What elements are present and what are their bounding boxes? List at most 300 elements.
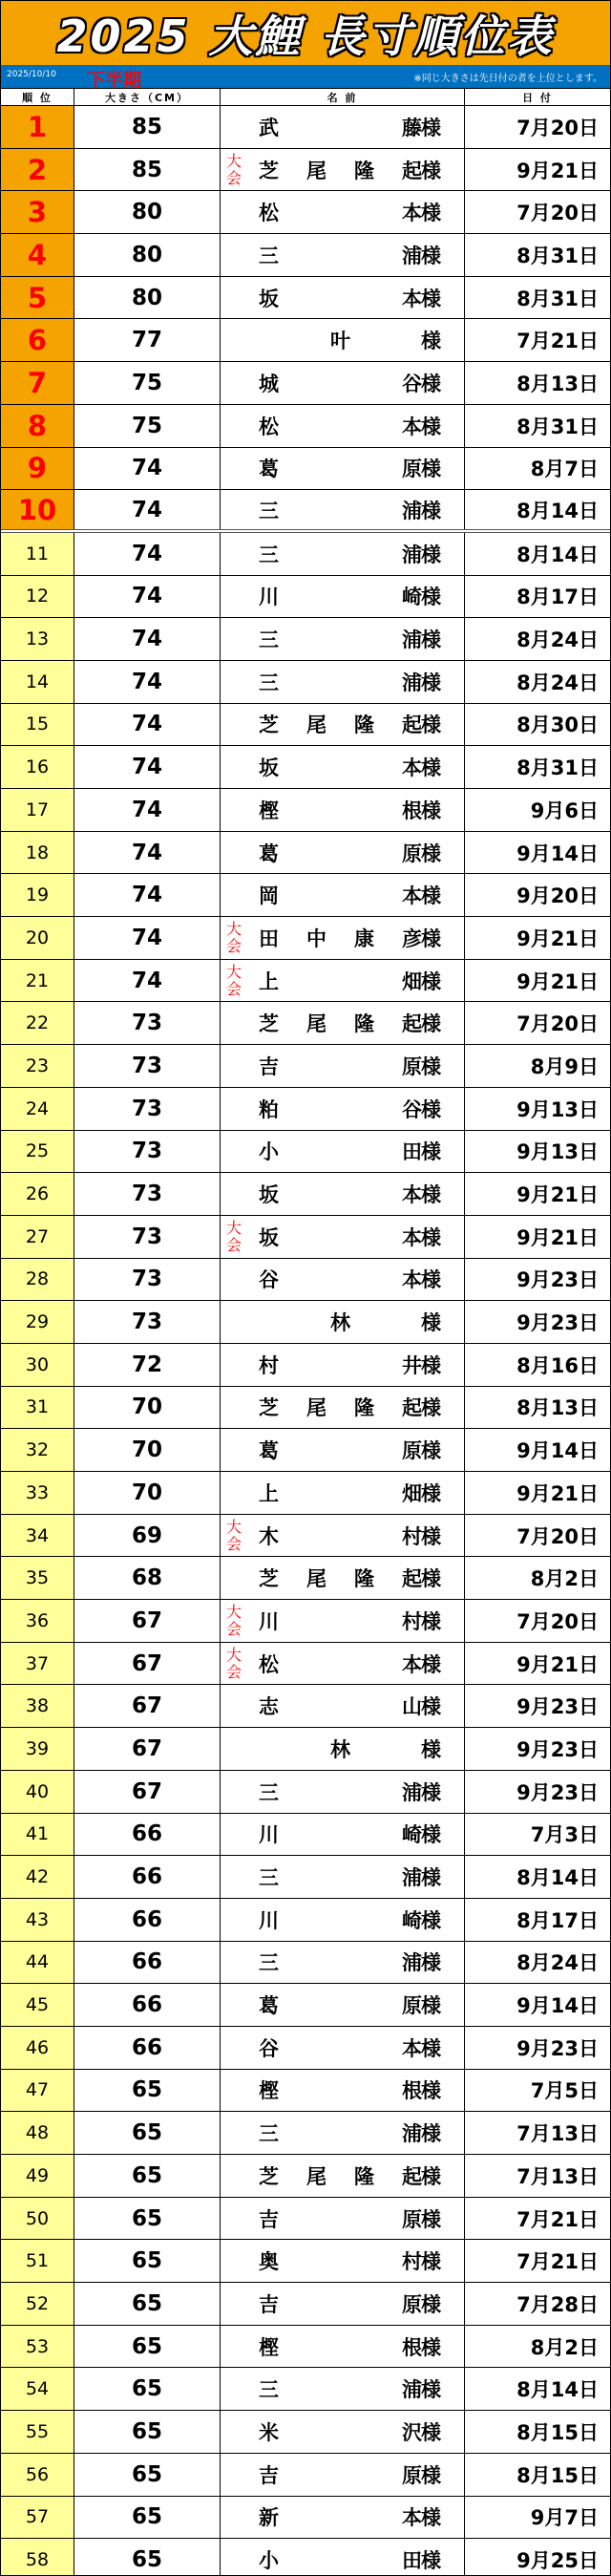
- angler-name: 三 浦: [259, 2122, 422, 2146]
- rank-cell: 24: [1, 1088, 74, 1130]
- rank-cell: 52: [1, 2283, 74, 2325]
- period-label: 下半期: [87, 70, 142, 91]
- date-cell: 9月21日: [516, 1183, 599, 1207]
- honorific: 様: [421, 884, 441, 908]
- tournament-badge: 大会: [225, 1645, 242, 1681]
- honorific: 様: [421, 1012, 441, 1036]
- honorific: 様: [421, 585, 441, 609]
- date-cell: 9月21日: [516, 1225, 599, 1249]
- size-cell: 66: [74, 1942, 221, 1984]
- table-row: [1, 149, 610, 192]
- table-row: [1, 1814, 610, 1857]
- title-banner: [1, 1, 610, 65]
- date-cell: 9月23日: [516, 1695, 599, 1719]
- table-row: [1, 2497, 610, 2540]
- rank-cell: 22: [1, 1002, 74, 1044]
- rank-cell: 58: [1, 2539, 74, 2576]
- rank-header: 順 位: [1, 89, 74, 105]
- size-cell: 67: [74, 1643, 221, 1685]
- name-cell: [221, 1002, 465, 1044]
- table-row: [1, 1472, 610, 1515]
- table-row: [1, 1771, 610, 1814]
- table-row: [1, 1643, 610, 1686]
- size-cell: 73: [74, 1216, 221, 1258]
- table-row: [1, 2198, 610, 2241]
- date-cell: 9月23日: [516, 1311, 599, 1335]
- name-cell: [221, 2240, 465, 2282]
- size-cell: 73: [74, 1045, 221, 1087]
- rank-cell: 21: [1, 960, 74, 1002]
- rank-cell: 35: [1, 1557, 74, 1599]
- honorific: 様: [421, 1225, 441, 1249]
- angler-name: 谷 本: [259, 1268, 422, 1292]
- angler-name: 樫 根: [259, 2335, 422, 2359]
- table-row: [1, 2027, 610, 2070]
- angler-name: 三 浦: [259, 499, 422, 522]
- name-cell: [221, 1984, 465, 2026]
- date-cell: 8月16日: [516, 1353, 599, 1377]
- table-row: [1, 2283, 610, 2326]
- name-cell: [221, 1557, 465, 1599]
- rank-cell: 10: [1, 490, 74, 529]
- honorific: 様: [421, 2164, 441, 2188]
- date-cell: 8月15日: [516, 2463, 599, 2487]
- rank-cell: 19: [1, 874, 74, 916]
- size-cell: 73: [74, 1131, 221, 1173]
- honorific: 様: [421, 2207, 441, 2231]
- date-cell: 9月14日: [516, 841, 599, 865]
- name-cell: [221, 789, 465, 831]
- honorific: 様: [421, 1567, 441, 1591]
- table-row: [1, 1002, 610, 1045]
- angler-name: 上 畑: [259, 969, 422, 993]
- date-cell: 9月14日: [516, 1439, 599, 1463]
- table-row: [1, 1899, 610, 1942]
- name-cell: [221, 106, 465, 148]
- table-row: [1, 832, 610, 875]
- size-cell: 74: [74, 704, 221, 746]
- rank-cell: 37: [1, 1643, 74, 1685]
- name-cell: [221, 618, 465, 660]
- table-row: [1, 1856, 610, 1899]
- honorific: 様: [421, 1780, 441, 1804]
- date-cell: 9月13日: [516, 1140, 599, 1164]
- honorific: 様: [421, 244, 441, 267]
- date-cell: 8月14日: [516, 499, 599, 522]
- name-cell: [221, 874, 465, 916]
- rank-cell: 14: [1, 661, 74, 703]
- honorific: 様: [421, 287, 441, 310]
- page-title: 2025 大鯉 長寸順位表: [56, 10, 555, 62]
- angler-name: 志 山: [259, 1695, 422, 1719]
- name-cell: [221, 1515, 465, 1557]
- size-cell: 67: [74, 1685, 221, 1727]
- date-cell: 8月2日: [530, 2335, 599, 2359]
- date-cell: 7月5日: [530, 2079, 599, 2103]
- honorific: 様: [421, 372, 441, 395]
- table-row: [1, 661, 610, 704]
- rank-cell: 4: [1, 234, 74, 276]
- date-cell: 8月31日: [516, 415, 599, 438]
- date-cell: 7月21日: [516, 2250, 599, 2274]
- angler-name: 川 崎: [259, 1908, 422, 1932]
- rank-cell: 7: [1, 362, 74, 404]
- info-bar: [1, 65, 610, 91]
- size-cell: 68: [74, 1557, 221, 1599]
- tournament-badge: 大会: [225, 962, 242, 998]
- rank-cell: 11: [1, 533, 74, 575]
- table-row: [1, 1685, 610, 1728]
- angler-name: 城 谷: [259, 372, 422, 395]
- rank-cell: 28: [1, 1259, 74, 1301]
- angler-name: 三 浦: [259, 244, 422, 267]
- size-cell: 85: [74, 106, 221, 148]
- table-row: [1, 490, 610, 533]
- size-cell: 74: [74, 746, 221, 788]
- angler-name: 三 浦: [259, 1780, 422, 1804]
- name-cell: [221, 2539, 465, 2576]
- rank-cell: 23: [1, 1045, 74, 1087]
- rank-cell: 20: [1, 917, 74, 959]
- name-cell: [221, 1259, 465, 1301]
- honorific: 様: [421, 1097, 441, 1121]
- date-cell: 7月28日: [516, 2292, 599, 2316]
- date-cell: 8月2日: [530, 1567, 599, 1591]
- size-cell: 65: [74, 2368, 221, 2410]
- size-cell: 77: [74, 319, 221, 361]
- angler-name: 岡 本: [259, 884, 422, 908]
- honorific: 様: [421, 969, 441, 993]
- date-cell: 7月13日: [516, 2164, 599, 2188]
- rank-cell: 49: [1, 2155, 74, 2197]
- angler-name: 坂 本: [259, 1225, 422, 1249]
- rank-cell: 45: [1, 1984, 74, 2026]
- angler-name: 村 井: [259, 1353, 422, 1377]
- rank-cell: 29: [1, 1301, 74, 1343]
- honorific: 様: [421, 2463, 441, 2487]
- date-cell: 9月25日: [516, 2549, 599, 2573]
- size-cell: 74: [74, 490, 221, 529]
- rank-cell: 46: [1, 2027, 74, 2069]
- honorific: 様: [421, 1908, 441, 1932]
- name-cell: [221, 1814, 465, 1856]
- honorific: 様: [421, 1481, 441, 1505]
- table-row: [1, 191, 610, 234]
- name-cell: [221, 1088, 465, 1130]
- table-row: [1, 2539, 610, 2576]
- table-row: [1, 1600, 610, 1643]
- tournament-badge: 大会: [225, 1517, 242, 1553]
- size-cell: 66: [74, 1984, 221, 2026]
- table-row: [1, 1344, 610, 1387]
- date-cell: 7月20日: [516, 116, 599, 139]
- angler-name: 芝 尾 隆 起: [259, 713, 422, 737]
- rank-cell: 9: [1, 448, 74, 490]
- honorific: 様: [421, 628, 441, 652]
- size-cell: 67: [74, 1728, 221, 1770]
- table-row: [1, 576, 610, 619]
- rank-cell: 30: [1, 1344, 74, 1386]
- date-cell: 9月23日: [516, 2036, 599, 2060]
- name-cell: [221, 1600, 465, 1642]
- size-cell: 74: [74, 874, 221, 916]
- rank-cell: 34: [1, 1515, 74, 1557]
- name-cell: [221, 234, 465, 276]
- name-cell: [221, 2454, 465, 2496]
- size-cell: 69: [74, 1515, 221, 1557]
- honorific: 様: [421, 1994, 441, 2018]
- honorific: 様: [421, 330, 441, 353]
- table-row: [1, 405, 610, 448]
- name-cell: [221, 2368, 465, 2410]
- name-cell: [221, 149, 465, 191]
- rank-cell: 39: [1, 1728, 74, 1770]
- size-cell: 73: [74, 1173, 221, 1215]
- angler-name: 米 沢: [259, 2420, 422, 2444]
- date-cell: 8月24日: [516, 1951, 599, 1975]
- honorific: 様: [421, 841, 441, 865]
- date-cell: 8月17日: [516, 1908, 599, 1932]
- size-cell: 67: [74, 1600, 221, 1642]
- table-row: [1, 1216, 610, 1259]
- name-cell: [221, 1643, 465, 1685]
- table-row: [1, 1557, 610, 1600]
- name-cell: [221, 1216, 465, 1258]
- table-row: [1, 1387, 610, 1430]
- honorific: 様: [421, 1866, 441, 1890]
- angler-name: 樫 根: [259, 798, 422, 822]
- rank-cell: 38: [1, 1685, 74, 1727]
- name-cell: [221, 1045, 465, 1087]
- rank-cell: 27: [1, 1216, 74, 1258]
- date-cell: 8月17日: [516, 585, 599, 609]
- honorific: 様: [421, 415, 441, 438]
- date-cell: 8月14日: [516, 2378, 599, 2402]
- table-row: [1, 2326, 610, 2369]
- date-cell: 9月14日: [516, 1994, 599, 2018]
- table-row: [1, 277, 610, 320]
- date-cell: 9月6日: [530, 798, 599, 822]
- honorific: 様: [421, 2506, 441, 2530]
- rank-cell: 5: [1, 277, 74, 319]
- name-cell: [221, 1301, 465, 1343]
- name-cell: [221, 2411, 465, 2453]
- honorific: 様: [421, 116, 441, 139]
- angler-name: 三 浦: [259, 671, 422, 694]
- honorific: 様: [421, 1524, 441, 1548]
- table-row: [1, 2454, 610, 2497]
- date-cell: 8月14日: [516, 1866, 599, 1890]
- table-row: [1, 960, 610, 1003]
- angler-name: 武 藤: [259, 116, 422, 139]
- name-cell: [221, 2497, 465, 2539]
- table-row: [1, 1515, 610, 1558]
- angler-name: 叶: [330, 330, 350, 353]
- rank-cell: 43: [1, 1899, 74, 1941]
- rank-cell: 44: [1, 1942, 74, 1984]
- rank-cell: 42: [1, 1856, 74, 1898]
- rank-cell: 33: [1, 1472, 74, 1514]
- date-cell: 8月7日: [530, 458, 599, 481]
- size-cell: 73: [74, 1088, 221, 1130]
- table-row: [1, 2368, 610, 2411]
- angler-name: 木 村: [259, 1524, 422, 1548]
- angler-name: 吉 原: [259, 2463, 422, 2487]
- honorific: 様: [421, 713, 441, 737]
- table-row: [1, 1173, 610, 1216]
- honorific: 様: [421, 1439, 441, 1463]
- table-row: [1, 917, 610, 960]
- rank-cell: 16: [1, 746, 74, 788]
- name-cell: [221, 1856, 465, 1898]
- size-cell: 80: [74, 191, 221, 233]
- name-cell: [221, 661, 465, 703]
- name-cell: [221, 2198, 465, 2240]
- size-cell: 74: [74, 618, 221, 660]
- honorific: 様: [421, 756, 441, 780]
- rank-cell: 41: [1, 1814, 74, 1856]
- table-row: [1, 789, 610, 832]
- date-cell: 9月21日: [516, 1652, 599, 1676]
- date-cell: 9月21日: [516, 969, 599, 993]
- name-cell: [221, 1899, 465, 1941]
- date-cell: 7月20日: [516, 1524, 599, 1548]
- honorific: 様: [421, 2036, 441, 2060]
- tournament-badge: 大会: [225, 920, 242, 956]
- size-cell: 65: [74, 2240, 221, 2282]
- date-cell: 8月31日: [516, 756, 599, 780]
- name-cell: [221, 2283, 465, 2325]
- date-cell: 8月31日: [516, 244, 599, 267]
- date-cell: 7月21日: [516, 2207, 599, 2231]
- date-cell: 8月31日: [516, 287, 599, 310]
- name-cell: [221, 490, 465, 529]
- rank-cell: 3: [1, 191, 74, 233]
- rank-cell: 18: [1, 832, 74, 874]
- size-cell: 66: [74, 2027, 221, 2069]
- date-cell: 9月21日: [516, 926, 599, 950]
- honorific: 様: [421, 543, 441, 566]
- table-row: [1, 618, 610, 661]
- update-date: 2025/10/10: [7, 70, 56, 79]
- size-cell: 74: [74, 832, 221, 874]
- date-header: 日 付: [522, 91, 553, 104]
- honorific: 様: [421, 1823, 441, 1847]
- honorific: 様: [421, 2549, 441, 2573]
- angler-name: 三 浦: [259, 1951, 422, 1975]
- name-header: 名 前: [221, 89, 465, 105]
- name-cell: [221, 1728, 465, 1770]
- date-cell: 9月23日: [516, 1737, 599, 1761]
- angler-name: 新 本: [259, 2506, 422, 2530]
- table-row: [1, 448, 610, 491]
- name-cell: [221, 191, 465, 233]
- rank-cell: 57: [1, 2497, 74, 2539]
- angler-name: 松 本: [259, 415, 422, 438]
- rank-cell: 54: [1, 2368, 74, 2410]
- name-cell: [221, 319, 465, 361]
- name-cell: [221, 960, 465, 1002]
- table-row: [1, 1301, 610, 1344]
- size-cell: 74: [74, 661, 221, 703]
- table-row: [1, 2240, 610, 2283]
- honorific: 様: [421, 1951, 441, 1975]
- size-cell: 65: [74, 2539, 221, 2576]
- size-cell: 75: [74, 362, 221, 404]
- table-row: [1, 234, 610, 277]
- name-cell: [221, 1685, 465, 1727]
- size-cell: 85: [74, 149, 221, 191]
- honorific: 様: [421, 458, 441, 481]
- date-cell: 8月9日: [530, 1054, 599, 1078]
- name-cell: [221, 533, 465, 575]
- size-cell: 66: [74, 1856, 221, 1898]
- honorific: 様: [421, 2378, 441, 2402]
- angler-name: 吉 原: [259, 2292, 422, 2316]
- size-cell: 80: [74, 277, 221, 319]
- date-cell: 7月13日: [516, 2122, 599, 2146]
- table-body: [1, 106, 610, 2576]
- size-cell: 74: [74, 789, 221, 831]
- honorific: 様: [421, 2250, 441, 2274]
- date-cell: 8月24日: [516, 671, 599, 694]
- angler-name: 川 崎: [259, 585, 422, 609]
- size-cell: 70: [74, 1429, 221, 1471]
- angler-name: 坂 本: [259, 1183, 422, 1207]
- angler-name: 芝 尾 隆 起: [259, 1567, 422, 1591]
- name-cell: [221, 2112, 465, 2154]
- table-row: [1, 1984, 610, 2027]
- table-row: [1, 1429, 610, 1472]
- name-cell: [221, 405, 465, 447]
- honorific: 様: [421, 1396, 441, 1420]
- table-row: [1, 1088, 610, 1131]
- angler-name: 葛 原: [259, 841, 422, 865]
- angler-name: 粕 谷: [259, 1097, 422, 1121]
- rank-cell: 48: [1, 2112, 74, 2154]
- size-cell: 74: [74, 960, 221, 1002]
- name-cell: [221, 917, 465, 959]
- name-cell: [221, 2155, 465, 2197]
- rank-cell: 13: [1, 618, 74, 660]
- honorific: 様: [421, 2122, 441, 2146]
- honorific: 様: [421, 1652, 441, 1676]
- angler-name: 奥 村: [259, 2250, 422, 2274]
- tie-rule-note: ※同じ大きさは先日付の者を上位とします。: [413, 74, 602, 84]
- rank-cell: 6: [1, 319, 74, 361]
- size-cell: 65: [74, 2112, 221, 2154]
- angler-name: 吉 原: [259, 2207, 422, 2231]
- size-cell: 74: [74, 448, 221, 490]
- rank-cell: 40: [1, 1771, 74, 1813]
- rank-cell: 2: [1, 149, 74, 191]
- date-cell: 7月20日: [516, 1609, 599, 1633]
- rank-cell: 36: [1, 1600, 74, 1642]
- date-cell: 9月20日: [516, 884, 599, 908]
- name-cell: [221, 746, 465, 788]
- size-cell: 67: [74, 1771, 221, 1813]
- angler-name: 松 本: [259, 202, 422, 225]
- size-cell: 65: [74, 2411, 221, 2453]
- size-cell: 70: [74, 1472, 221, 1514]
- angler-name: 小 田: [259, 2549, 422, 2573]
- date-cell: 8月13日: [516, 1396, 599, 1420]
- rank-cell: 50: [1, 2198, 74, 2240]
- size-cell: 65: [74, 2326, 221, 2368]
- rank-cell: 8: [1, 405, 74, 447]
- angler-name: 小 田: [259, 1140, 422, 1164]
- angler-name: 芝 尾 隆 起: [259, 159, 422, 182]
